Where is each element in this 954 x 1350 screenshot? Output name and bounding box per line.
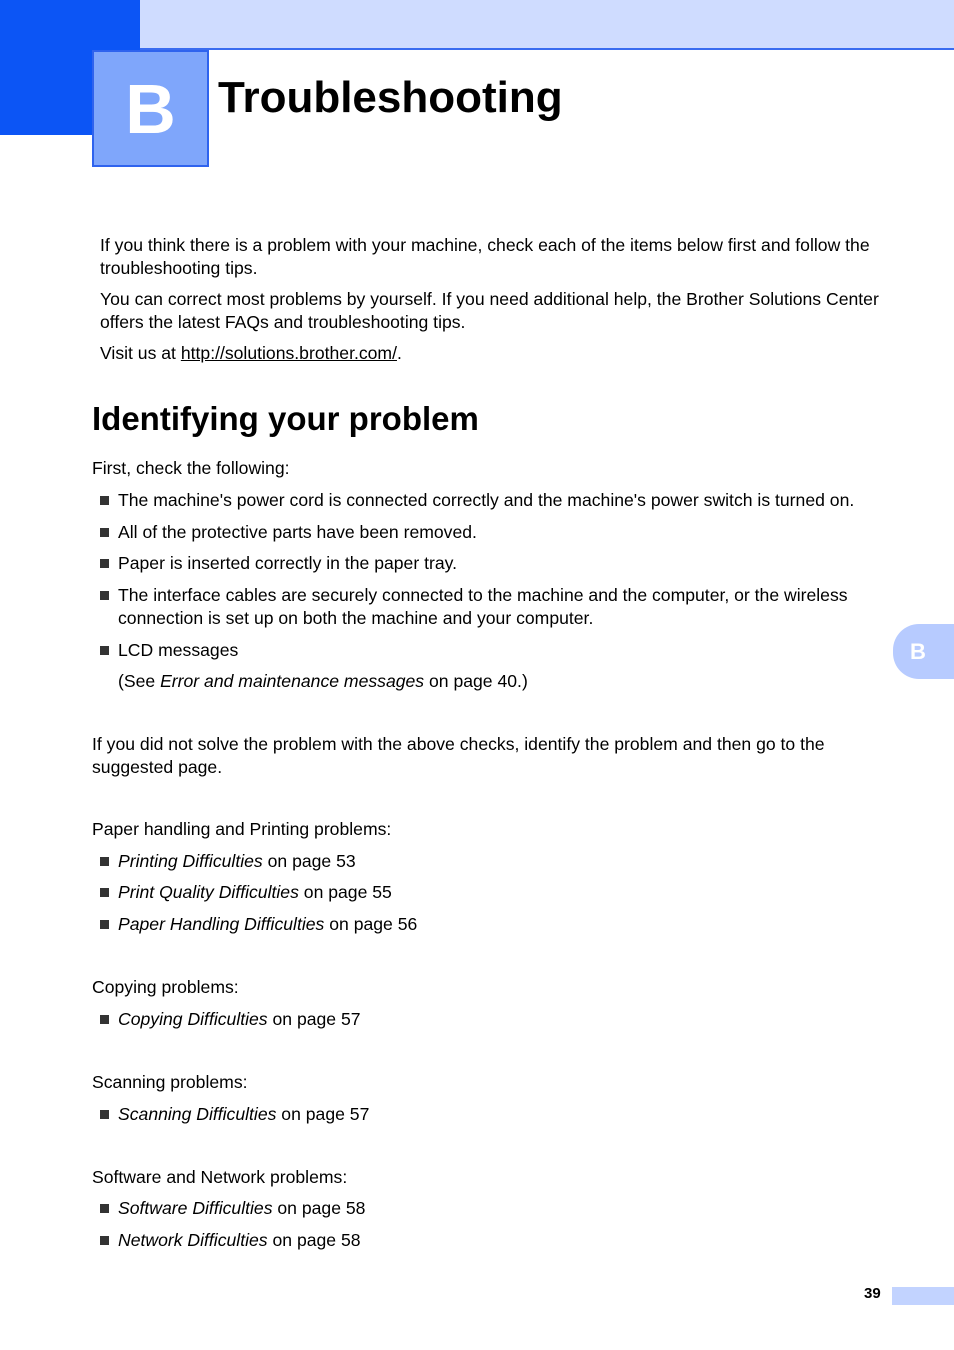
ref-page: on page 58 — [272, 1198, 366, 1218]
ref-link: Error and maintenance messages — [160, 671, 425, 691]
software-list — [99, 1197, 899, 1252]
ref-title: Scanning Difficulties — [118, 1104, 277, 1124]
check-text: The interface cables are securely connected to the machine and the computer, or the wireless connection is set up on both the machine and your computer. — [118, 585, 848, 628]
intro-paragraph-1: If you think there is a problem with your machine, check each of the items below first and follow the troubleshooting tips. — [100, 235, 870, 278]
list-item — [99, 584, 899, 630]
ref-page: on page 53 — [262, 851, 356, 871]
ref-title: Printing Difficulties — [118, 851, 263, 871]
bullet-square-icon — [100, 920, 109, 929]
ref-title: Network Difficulties — [118, 1230, 268, 1250]
group-heading-copying: Copying problems: — [92, 977, 239, 997]
scanning-list — [99, 1103, 899, 1126]
visit-prefix: Visit us at — [100, 343, 181, 363]
list-item — [99, 552, 899, 575]
check-text: Paper is inserted correctly in the paper tray. — [118, 553, 457, 573]
visit-suffix: . — [396, 343, 402, 363]
ref-page: on page 57 — [267, 1009, 361, 1029]
bullet-square-icon — [100, 1204, 109, 1213]
list-item — [99, 913, 899, 936]
not-solved-paragraph: If you did not solve the problem with the above checks, identify the problem and then go to the suggested page. — [92, 734, 825, 777]
chapter-letter: B — [125, 69, 176, 148]
copying-list — [99, 1008, 899, 1031]
bullet-square-icon — [100, 1110, 109, 1119]
page-number: 39 — [864, 1285, 881, 1302]
ref-title: Paper Handling Difficulties — [118, 914, 325, 934]
ref-title: Software Difficulties — [118, 1198, 273, 1218]
check-list — [99, 489, 899, 693]
ref-prefix: (See — [118, 671, 161, 691]
ref-title: Copying Difficulties — [118, 1009, 268, 1029]
solutions-link[interactable]: http://solutions.brother.com/ — [180, 343, 397, 363]
check-text: All of the protective parts have been removed. — [118, 522, 477, 542]
bullet-square-icon — [100, 857, 109, 866]
intro-paragraph-3 — [100, 342, 890, 365]
page-number-bar — [892, 1287, 954, 1305]
list-item — [99, 850, 899, 873]
group-heading-software: Software and Network problems: — [92, 1167, 348, 1187]
chapter-title: Troubleshooting — [218, 73, 563, 122]
bullet-square-icon — [100, 496, 109, 505]
section-title: Identifying your problem — [92, 400, 479, 437]
list-item — [99, 881, 899, 904]
side-tab-letter: B — [910, 638, 926, 664]
check-text: The machine's power cord is connected correctly and the machine's power switch is turned on. — [118, 490, 855, 510]
ref-page: on page 56 — [324, 914, 418, 934]
ref-page: on page 57 — [276, 1104, 370, 1124]
ref-title: Print Quality Difficulties — [118, 882, 299, 902]
ref-page: on page 58 — [267, 1230, 361, 1250]
bullet-square-icon — [100, 1236, 109, 1245]
first-check-label: First, check the following: — [92, 458, 290, 478]
lcd-reference — [118, 670, 899, 693]
bullet-square-icon — [100, 888, 109, 897]
list-item — [99, 521, 899, 544]
bullet-square-icon — [100, 591, 109, 600]
ref-page: on page 55 — [298, 882, 392, 902]
bullet-square-icon — [100, 528, 109, 537]
bullet-square-icon — [100, 646, 109, 655]
header-band — [0, 0, 954, 50]
printing-list — [99, 850, 899, 936]
list-item — [99, 489, 899, 512]
list-item — [99, 639, 899, 693]
list-item — [99, 1008, 899, 1031]
bullet-square-icon — [100, 559, 109, 568]
list-item — [99, 1103, 899, 1126]
check-text: LCD messages — [118, 640, 239, 660]
ref-suffix: on page 40.) — [424, 671, 528, 691]
group-heading-scanning: Scanning problems: — [92, 1072, 248, 1092]
intro-paragraph-2: You can correct most problems by yourself. If you need additional help, the Brother Solutions Center offers the latest FAQs and troubleshooting tips. — [100, 289, 879, 332]
group-heading-printing: Paper handling and Printing problems: — [92, 819, 392, 839]
chapter-badge — [92, 50, 209, 167]
list-item — [99, 1197, 899, 1220]
bullet-square-icon — [100, 1015, 109, 1024]
list-item — [99, 1229, 899, 1252]
side-chapter-tab — [893, 624, 954, 679]
